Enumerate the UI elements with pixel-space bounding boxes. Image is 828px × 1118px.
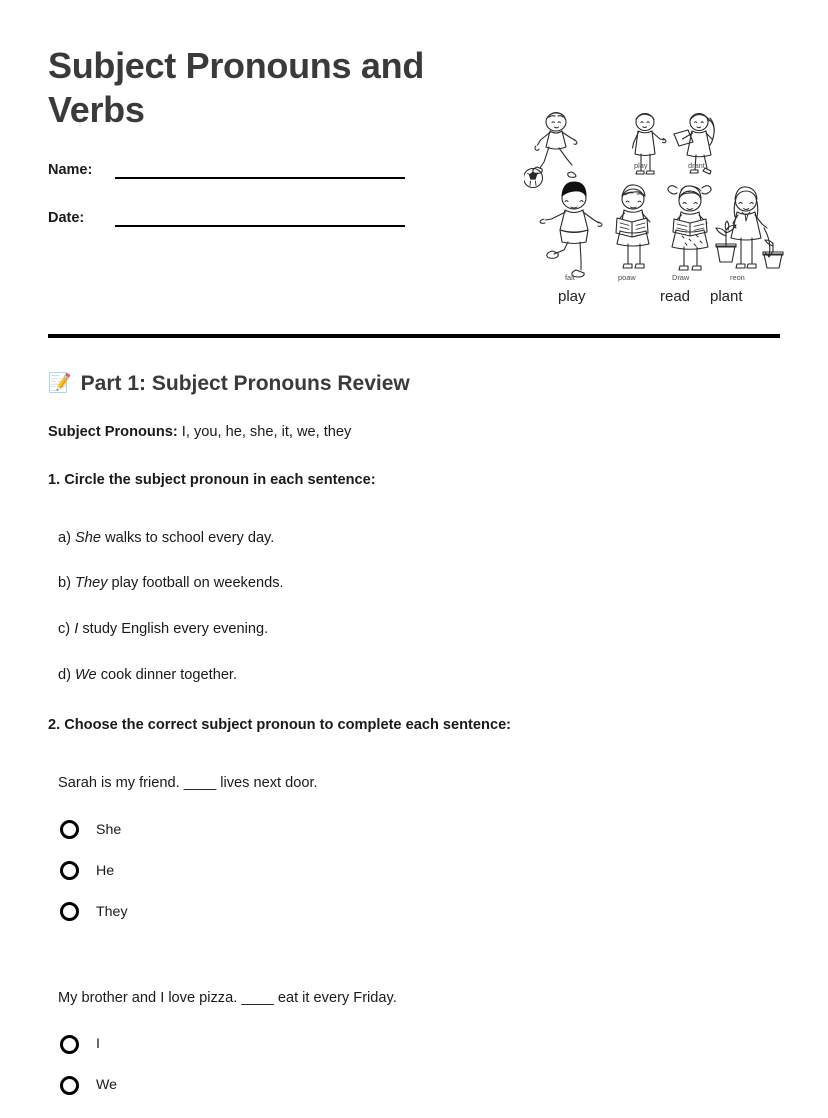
list-item xyxy=(58,574,780,594)
item-marker: a) xyxy=(58,529,71,546)
option-label: They xyxy=(96,903,128,920)
item-text: walks to school every day. xyxy=(101,529,275,546)
illustration-small-caption-fait: fait xyxy=(565,273,575,282)
header-divider xyxy=(48,334,780,338)
page-title: Subject Pronouns and Verbs xyxy=(48,45,425,130)
name-field-row xyxy=(48,154,518,180)
list-item xyxy=(58,666,780,686)
figure-girl-planting xyxy=(731,187,773,268)
option-label: We xyxy=(96,1077,118,1094)
illustration-large-caption-read: read xyxy=(660,288,691,305)
radio-button[interactable] xyxy=(60,820,79,839)
radio-button[interactable] xyxy=(60,902,79,921)
item-text: cook dinner together. xyxy=(96,666,238,683)
illustration-large-caption-play: play xyxy=(558,288,586,305)
question2-prompt: My brother and I love pizza. ____ eat it every Friday. xyxy=(58,989,397,1006)
figure-girl-reading xyxy=(668,186,711,270)
question2-item-2 xyxy=(58,989,780,1100)
illustration-large-caption-plant: plant xyxy=(710,288,743,305)
subject-pronouns-value: I, you, he, she, it, we, they xyxy=(177,424,352,441)
header-zone xyxy=(48,44,518,228)
worksheet-content xyxy=(48,371,780,1112)
option-label: He xyxy=(96,862,115,879)
option-row[interactable] xyxy=(58,1030,780,1058)
date-label: Date: xyxy=(48,210,85,227)
option-row[interactable] xyxy=(58,816,780,844)
question1-heading: 1. Circle the subject pronoun in each sentence: xyxy=(48,471,376,488)
item-pronoun[interactable]: They xyxy=(75,575,108,592)
item-pronoun[interactable]: We xyxy=(75,666,97,683)
question2-heading: 2. Choose the correct subject pronoun to complete each sentence: xyxy=(48,717,512,734)
question2-prompt: Sarah is my friend. ____ lives next door. xyxy=(58,775,318,791)
item-pronoun[interactable]: I xyxy=(74,620,79,637)
list-item xyxy=(58,620,780,640)
question2-item-1 xyxy=(58,774,780,926)
illustration-small-caption-play: play xyxy=(634,161,648,170)
option-label: I xyxy=(96,1036,100,1053)
radio-button[interactable] xyxy=(60,861,79,880)
part1-heading-text: Part 1: Subject Pronouns Review xyxy=(80,372,410,395)
option-row[interactable] xyxy=(58,898,780,926)
illustration-small-caption-drant: drant xyxy=(688,161,705,170)
date-input-line[interactable] xyxy=(115,225,405,227)
name-label: Name: xyxy=(48,162,93,179)
list-item xyxy=(58,529,780,549)
part1-heading xyxy=(48,371,780,396)
potted-plant-right xyxy=(763,240,783,268)
question1-sentence-list xyxy=(58,529,780,686)
item-marker: b) xyxy=(58,575,71,592)
figure-boy-kicking-ball xyxy=(524,113,577,188)
radio-button[interactable] xyxy=(60,1035,79,1054)
figure-boy-running xyxy=(540,182,602,277)
option-label: She xyxy=(96,821,122,838)
item-pronoun[interactable]: She xyxy=(75,529,102,546)
memo-icon: 📝 xyxy=(48,373,72,395)
illustration-small-caption-poaw: poaw xyxy=(618,273,636,282)
illustration-small-caption-reon: reon xyxy=(730,273,745,282)
subject-pronouns-label: Subject Pronouns: xyxy=(48,424,178,441)
radio-button[interactable] xyxy=(60,1076,79,1095)
name-input-line[interactable] xyxy=(115,177,405,179)
illustration-small-caption-draw: Draw xyxy=(672,273,690,282)
children-activities-illustration xyxy=(524,106,786,311)
figure-child-reading xyxy=(616,185,650,268)
option-row[interactable] xyxy=(58,857,780,885)
date-field-row xyxy=(48,202,518,228)
item-text: study English every evening. xyxy=(78,620,269,637)
item-marker: c) xyxy=(58,620,71,637)
spacer xyxy=(48,939,780,989)
item-marker: d) xyxy=(58,666,71,683)
item-text: play football on weekends. xyxy=(107,575,284,592)
option-row[interactable] xyxy=(58,1071,780,1099)
subject-pronouns-list xyxy=(48,423,780,443)
